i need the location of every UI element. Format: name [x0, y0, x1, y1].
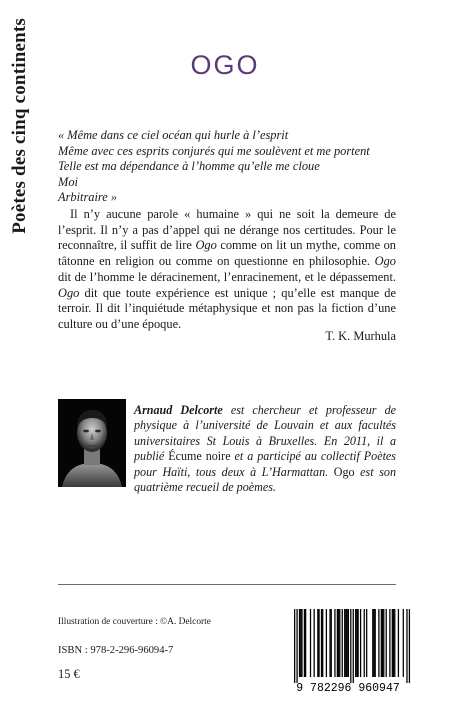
barcode-bar [339, 609, 340, 677]
barcode-bar [393, 609, 394, 677]
bio-text: est chercheur et professeur de physique à l’université de Louvain et aux facultés universitaires St Louis à Bruxelles. En 2011, il a publié [134, 403, 396, 464]
barcode-bar [356, 609, 357, 677]
barcode-bar [310, 609, 311, 677]
blurb-title-ref: Ogo [374, 254, 396, 269]
barcode-bar [364, 609, 365, 677]
barcode-bar [398, 609, 399, 677]
barcode-bar [301, 609, 302, 677]
barcode-bar [386, 609, 387, 677]
author-name: Arnaud Delcorte [134, 403, 223, 417]
barcode-bar [299, 609, 300, 677]
author-portrait-image [58, 399, 126, 487]
epigraph-quote [58, 128, 418, 206]
book-title: OGO [190, 50, 260, 80]
author-bio [134, 403, 396, 495]
barcode-bar [372, 609, 373, 677]
barcode-bar [375, 609, 376, 677]
barcode-bar [406, 609, 407, 683]
quote-line: Telle est ma dépendance à l’homme qu’elle me cloue [58, 159, 320, 174]
barcode-bar [338, 609, 339, 677]
barcode-bar [342, 609, 343, 677]
divider-line [58, 584, 396, 585]
quote-line: Arbitraire » [58, 190, 118, 205]
blurb-signature: T. K. Murhula [325, 329, 396, 343]
barcode-bar [350, 609, 351, 683]
barcode-bar [334, 609, 335, 677]
bio-work-title: Écume noire [168, 449, 231, 464]
barcode-digits: 9 782296 960947 [296, 682, 400, 695]
barcode-bar [322, 609, 323, 677]
barcode-bar [381, 609, 382, 677]
barcode-bar [366, 609, 367, 677]
barcode-bar [353, 609, 354, 683]
barcode-bar [357, 609, 358, 677]
series-label: Poètes des cinq continents [9, 18, 30, 234]
barcode-bar [360, 609, 361, 677]
barcode-bar [394, 609, 395, 677]
blurb-text: dit que toute expérience est unique ; qu’elle est manque de terroir. Il dit l’inquiétude métaphysique et non pas la fiction d’une culture ou d’une époque. [58, 285, 396, 331]
barcode-bar [318, 609, 319, 677]
barcode-bar [337, 609, 338, 677]
quote-line: Même avec ces esprits conjurés qui me soulèvent et me portent [58, 143, 370, 158]
barcode-bar [403, 609, 404, 677]
barcode-bar [392, 609, 393, 677]
barcode-bar [305, 609, 306, 677]
barcode-bar [296, 609, 297, 683]
barcode-bar [347, 609, 348, 677]
barcode-bar [355, 609, 356, 677]
barcode-bar [300, 609, 301, 677]
quote-line: « Même dans ce ciel océan qui hurle à l’esprit [58, 128, 289, 142]
barcode-bar [348, 609, 349, 677]
barcode-bar [383, 609, 384, 677]
barcode-bar [294, 609, 295, 683]
barcode-bar [326, 609, 327, 677]
blurb-title-ref: Ogo [58, 285, 80, 300]
barcode-bar [344, 609, 345, 677]
blurb-text: Il n’y aucune parole « humaine » qui ne soit la demeure de l’esprit. Il n’y a pas d’appel qui ne dérange nos certitudes. Pour le reconnaître, il suffit de lire [58, 207, 396, 253]
bio-work-title: Ogo [333, 464, 355, 479]
blurb-text: dit de l’homme le déracinement, l’enracinement, et le dépassement. [58, 269, 396, 284]
barcode-bar [329, 609, 330, 677]
barcode-bar [378, 609, 379, 677]
barcode-bar [373, 609, 374, 677]
barcode-bar [314, 609, 315, 677]
bio-text: et a participé au collectif Poètes pour Haïti, tous deux à L’Harmattan. [134, 449, 397, 479]
barcode-bar [382, 609, 383, 677]
isbn-number: ISBN : 978-2-296-96094-7 [58, 645, 174, 656]
blurb-text: comme on lit un mythe, comme on tâtonne en religion ou comme on questionne en philosophie. [58, 238, 396, 269]
price: 15 € [58, 667, 80, 681]
isbn-barcode [282, 603, 414, 695]
barcode-bar [409, 609, 410, 683]
author-photo [58, 399, 126, 487]
blurb-paragraph [58, 207, 396, 333]
barcode-bar [321, 609, 322, 677]
bio-text: est son quatrième recueil de poèmes. [134, 464, 396, 495]
quote-line: Moi [58, 174, 78, 189]
barcode-bar [345, 609, 346, 677]
blurb-title-ref: Ogo [195, 238, 217, 253]
barcode-bar [331, 609, 332, 677]
cover-credit: Illustration de couverture : ©A. Delcorte [58, 617, 211, 627]
barcode-bar [317, 609, 318, 677]
barcode-bar [304, 609, 305, 677]
barcode-bar [389, 609, 390, 677]
